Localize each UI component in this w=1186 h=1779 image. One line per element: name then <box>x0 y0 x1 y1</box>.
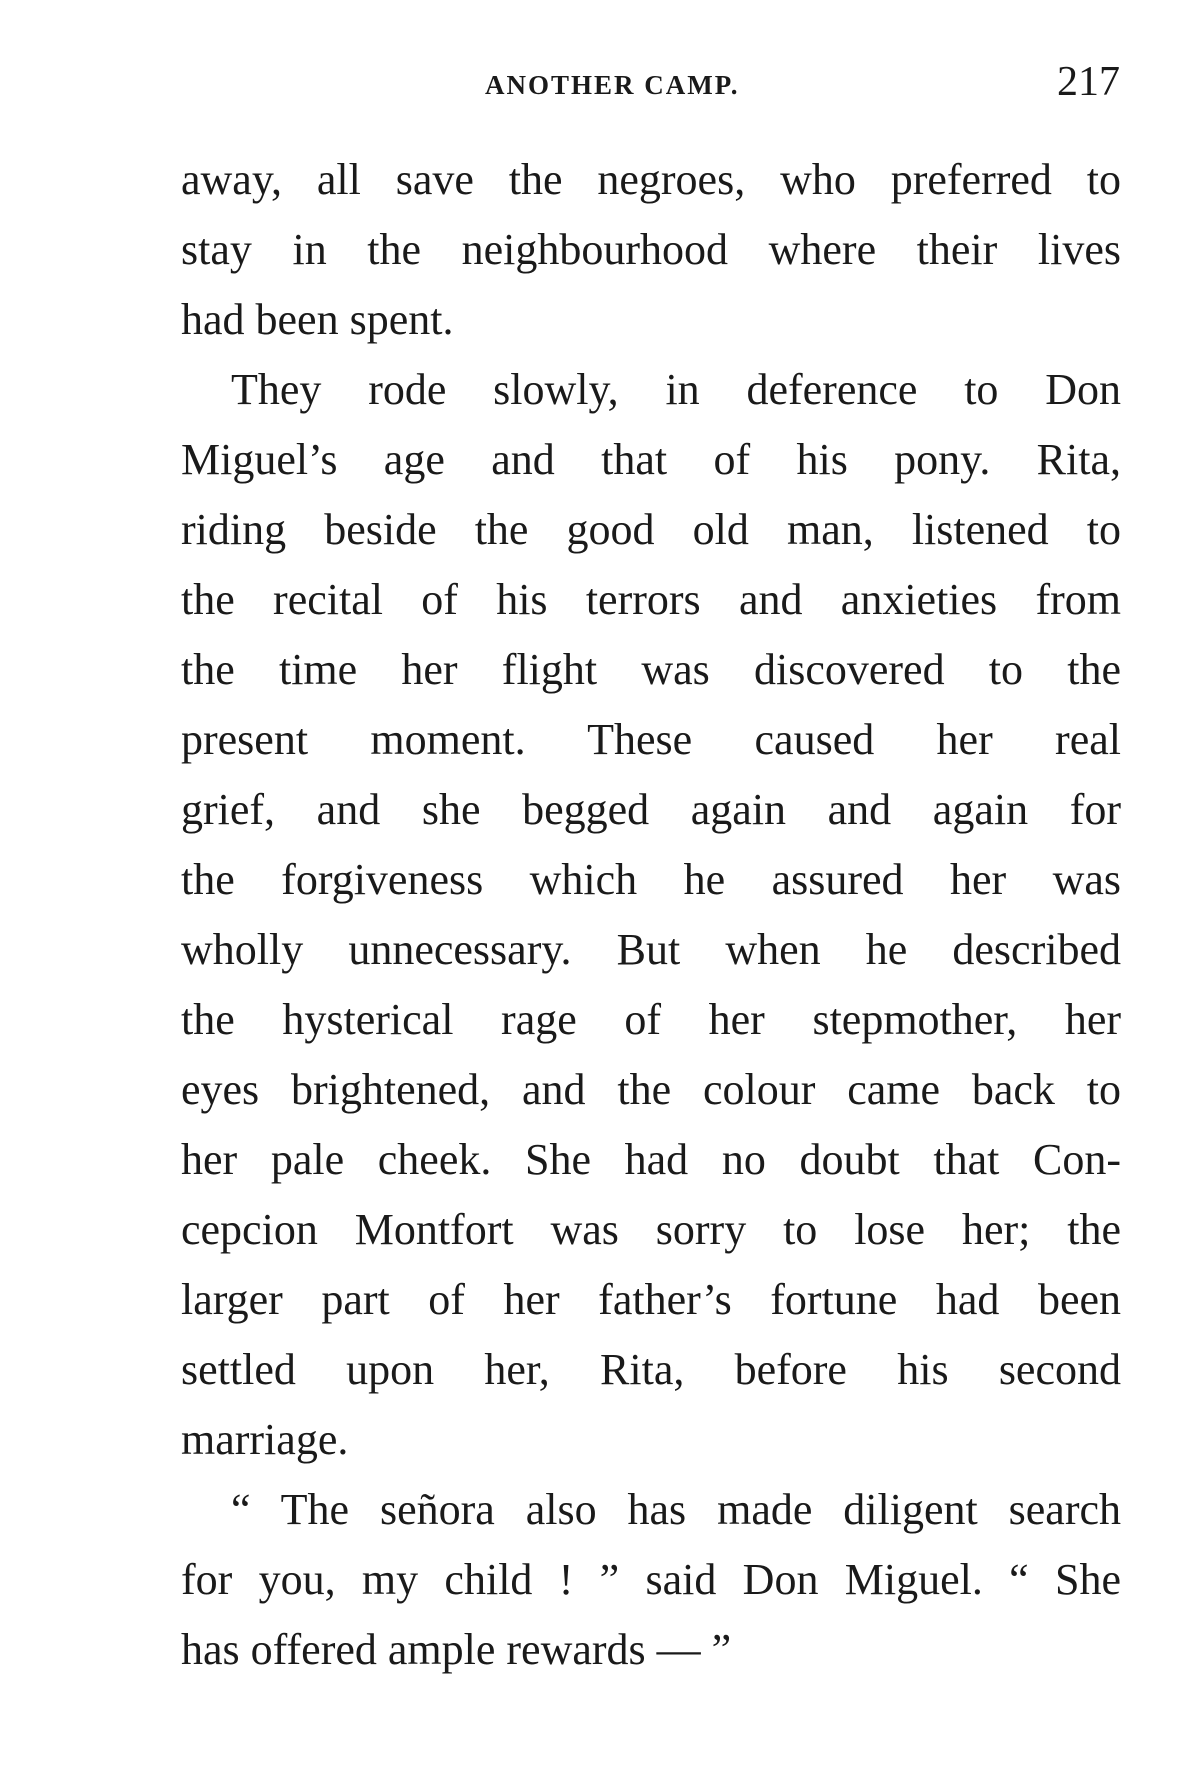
text-line: the hysterical rage of her stepmother, her <box>181 995 1121 1044</box>
text-line: grief, and she begged again and again for <box>181 785 1121 834</box>
text-line: cepcion Montfort was sorry to lose her; the <box>181 1205 1121 1254</box>
text-line: settled upon her, Rita, before his second <box>181 1345 1121 1394</box>
text-line: They rode slowly, in deference to Don <box>231 365 1121 414</box>
text-line: the recital of his terrors and anxieties from <box>181 575 1121 624</box>
text-line: had been spent. <box>181 295 454 344</box>
text-line: riding beside the good old man, listened to <box>181 505 1121 554</box>
text-line: for you, my child ! ” said Don Miguel. “ She <box>181 1555 1121 1604</box>
text-line: away, all save the negroes, who preferred to <box>181 155 1121 204</box>
text-line: the forgiveness which he assured her was <box>181 855 1121 904</box>
text-line: “ The señora also has made diligent search <box>231 1485 1121 1534</box>
text-line: larger part of her father’s fortune had been <box>181 1275 1121 1324</box>
text-line: stay in the neighbourhood where their lives <box>181 225 1121 274</box>
text-line: wholly unnecessary. But when he described <box>181 925 1121 974</box>
text-line: present moment. These caused her real <box>181 715 1121 764</box>
body-text <box>181 145 1121 1685</box>
text-line: the time her flight was discovered to the <box>181 645 1121 694</box>
text-line: Miguel’s age and that of his pony. Rita, <box>181 435 1121 484</box>
text-line: has offered ample rewards — ” <box>181 1625 732 1674</box>
running-title: ANOTHER CAMP. <box>485 70 740 100</box>
running-head <box>180 58 1120 118</box>
text-line: marriage. <box>181 1415 349 1464</box>
page-number: 217 <box>1057 59 1120 105</box>
text-line: her pale cheek. She had no doubt that Con- <box>181 1135 1121 1184</box>
text-line: eyes brightened, and the colour came back to <box>181 1065 1121 1114</box>
